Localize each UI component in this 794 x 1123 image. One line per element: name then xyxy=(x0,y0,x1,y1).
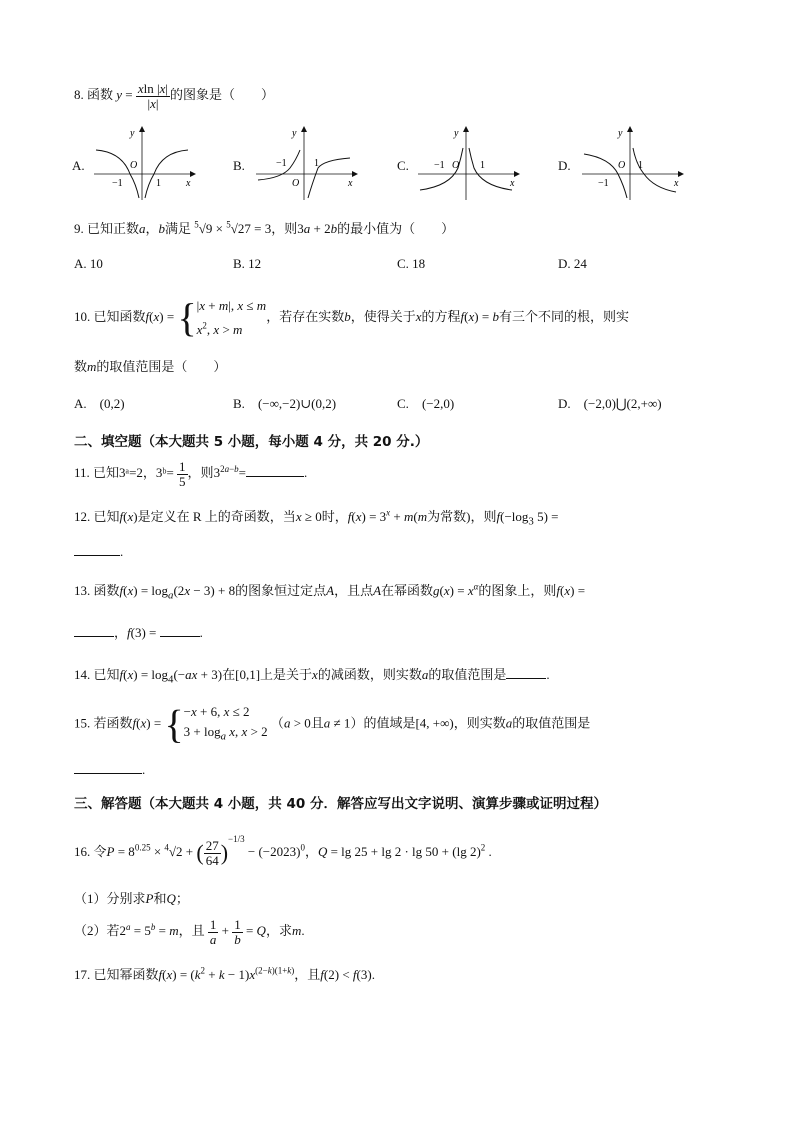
q10-option-b[interactable]: B. (−∞,−2)∪(0,2) xyxy=(233,396,337,411)
q14-stem: 14. 已知$f(x) = \log_4(-ax + 3)$在[0,1]上是关于x的减函数，则实数a的取值范围是 . xyxy=(74,667,550,686)
q10-line2: 数m的取值范围是（ ） xyxy=(74,359,227,374)
svg-text:O: O xyxy=(618,160,626,171)
axis-y-label: y xyxy=(130,128,135,139)
q13-answer-blank-2[interactable] xyxy=(160,636,200,637)
q9-option-a[interactable]: A. 10 xyxy=(74,256,103,271)
svg-text:−1: −1 xyxy=(112,178,123,189)
q13-stem: 13. 函数$f(x) = \log_a(2x - 3) + 8$的图象恒过定点A，且点A在幂函数$g(x) = x^\alpha$的图象上，则f(x) = xyxy=(74,581,586,602)
section-3-heading: 三、解答题（本大题共 4 小题，共 40 分．解答应写出文字说明、演算步骤或证明过程） xyxy=(74,796,607,812)
q9-option-d[interactable]: D. 24 xyxy=(558,256,587,271)
svg-text:1: 1 xyxy=(156,178,161,189)
svg-text:−1: −1 xyxy=(276,158,287,169)
q10-option-c[interactable]: C. (−2,0) xyxy=(397,396,455,411)
q9-stem: 9. 已知正数a，b满足 $^5$√9 × $^5$√27 = 3，则3a + 2b的最小值为（ ） xyxy=(74,219,455,236)
q8-option-b-label[interactable]: B. xyxy=(233,158,245,173)
q12-stem: 12. 已知f(x)是定义在 R 上的奇函数，当x ≥ 0时，$f(x) = 3^x + m(m$为常数)，则$f(-\log_3$ 5) = xyxy=(74,507,559,528)
svg-text:x: x xyxy=(186,178,191,189)
q8-option-a-label[interactable]: A. xyxy=(72,158,85,173)
q10-option-d[interactable]: D. (−2,0)⋃(2,+∞) xyxy=(558,396,662,411)
q17-stem: 17. 已知幂函数$f(x) = (k^2 + k - 1)x^{(2-k)(1+k)}$，且f(2) < f(3). xyxy=(74,965,375,982)
svg-text:O: O xyxy=(292,178,300,189)
svg-text:1: 1 xyxy=(638,160,643,171)
q14-answer-blank[interactable] xyxy=(506,678,546,679)
q8-option-d-label[interactable]: D. xyxy=(558,158,571,173)
q8-fraction: $\frac{xln |x|}{|x|}$ xyxy=(137,81,169,111)
svg-text:O: O xyxy=(452,160,460,171)
q15-answer-blank[interactable] xyxy=(74,773,142,774)
svg-text:y: y xyxy=(454,128,459,139)
q12-answer-blank[interactable] xyxy=(74,555,120,556)
q8-option-c-label[interactable]: C. xyxy=(397,158,409,173)
q8-graph-a xyxy=(86,124,198,204)
q9-option-c[interactable]: C. 18 xyxy=(397,256,426,271)
q10-option-a[interactable]: A. (0,2) xyxy=(74,396,125,411)
svg-text:x: x xyxy=(674,178,679,189)
q15-stem: 15. 若函数f(x) = {−x + 6, x ≤ 2 $3 + \log_a x$, x > 2 （a > 0且a ≠ 1）的值域是[4, +∞)，则实数a的取值范围是 xyxy=(74,701,591,747)
q13-line2: ，f(3) = . xyxy=(74,622,203,641)
q11-stem: 11. 已知3ᵃ=2，3ᵇ= $\frac{1}{5}$ ，则$3^{2a-b}=$ . xyxy=(74,459,308,489)
svg-text:y: y xyxy=(292,128,297,139)
q15-blank-line: . xyxy=(74,762,145,778)
q16-stem: 16. 令$P = 8^{0.25} \times ^4√2$ + ( $\frac{27}{64}$ )$^{-1/3} - (-2023)^0$，Q = lg 25 + lg 2 · lg 50 + (lg 2)$^2$ . xyxy=(74,834,492,868)
svg-text:1: 1 xyxy=(480,160,485,171)
svg-text:1: 1 xyxy=(314,158,319,169)
svg-text:−1: −1 xyxy=(598,178,609,189)
q8-graph-b xyxy=(248,124,360,204)
svg-text:x: x xyxy=(510,178,515,189)
q11-answer-blank[interactable] xyxy=(246,476,304,477)
section-2-heading: 二、填空题（本大题共 5 小题，每小题 4 分，共 20 分.） xyxy=(74,434,429,450)
q16-sub2: （2）若$2^a = 5^b = m$，且 $\frac{1}{a}$ + $\frac{1}{b}$ = Q，求m. xyxy=(74,917,305,947)
q9-option-b[interactable]: B. 12 xyxy=(233,256,262,271)
q8-stem: 8. 函数 y = $\frac{xln |x|}{|x|}$ 的图象是（ ） xyxy=(74,81,275,111)
q13-answer-blank-1[interactable] xyxy=(74,636,114,637)
svg-text:y: y xyxy=(618,128,623,139)
q12-blank-line: . xyxy=(74,544,123,560)
svg-text:O: O xyxy=(130,160,138,171)
q8-graph-c xyxy=(410,124,522,204)
svg-text:−1: −1 xyxy=(434,160,445,171)
q10-stem: 10. 已知函数f(x) = {|x + m|, x ≤ m $x^2$, x > m，若存在实数b，使得关于x的方程f(x) = b有三个不同的根，则实 xyxy=(74,295,629,341)
svg-text:x: x xyxy=(348,178,353,189)
q16-sub1: （1）分别求P和Q； xyxy=(74,891,189,906)
q8-graph-d xyxy=(574,124,686,204)
